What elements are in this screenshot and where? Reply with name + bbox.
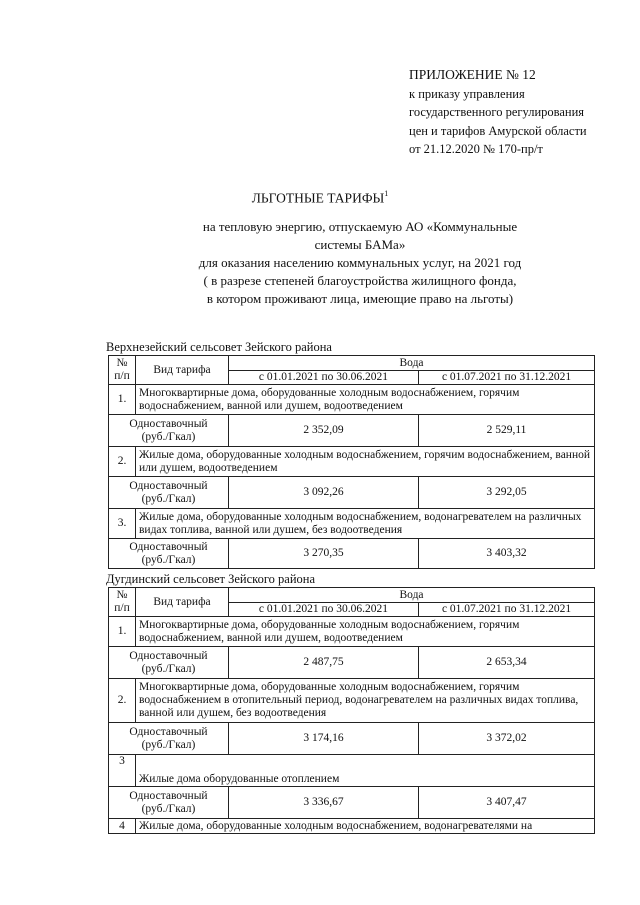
tariff-value-1: 3 174,16 bbox=[229, 723, 419, 755]
row-num: 2. bbox=[109, 679, 136, 723]
region-title: Дугдинский сельсовет Зейского района bbox=[106, 572, 315, 586]
tariff-value-1: 2 352,09 bbox=[229, 415, 419, 447]
tariff-value-2: 3 292,05 bbox=[419, 477, 595, 509]
region-title: Верхнезейский сельсовет Зейского района bbox=[106, 340, 332, 354]
appendix-line: от 21.12.2020 № 170-пр/т bbox=[409, 142, 543, 156]
document-title-text: ЛЬГОТНЫЕ ТАРИФЫ bbox=[251, 190, 385, 206]
appendix-line: государственного регулирования bbox=[409, 105, 585, 119]
row-num: 3. bbox=[109, 509, 136, 539]
appendix-line: к приказу управления bbox=[409, 86, 525, 101]
tariff-value-1: 3 270,35 bbox=[229, 539, 419, 569]
header-period-2: с 01.07.2021 по 31.12.2021 bbox=[419, 603, 595, 617]
row-num: 3 bbox=[109, 755, 136, 787]
document-title bbox=[0, 189, 640, 207]
tariff-label: Одноставочный (руб./Гкал) bbox=[109, 723, 229, 755]
row-description: Многоквартирные дома, оборудованные холодным водоснабжением, горячим водоснабжением, ванной или душем, водоотведением bbox=[136, 385, 595, 415]
subtitle-line: на тепловую энергию, отпускаемую АО «Коммунальные bbox=[202, 219, 518, 234]
row-description: Жилые дома, оборудованные холодным водоснабжением, горячим водоснабжением, ванной или душем, водоотведением bbox=[136, 447, 595, 477]
header-num: № п/п bbox=[109, 356, 136, 385]
row-description: Многоквартирные дома, оборудованные холодным водоснабжением, горячим водоснабжением в отопительный период, водонагревателем на различных видах топлива, ванной или душем, без водоотведения bbox=[136, 679, 595, 723]
row-description: Многоквартирные дома, оборудованные холодным водоснабжением, горячим водоснабжением, ванной или душем, водоотведением bbox=[136, 617, 595, 647]
header-water: Вода bbox=[229, 356, 595, 371]
subtitle-line: ( в разрезе степеней благоустройства жилищного фонда, bbox=[203, 273, 517, 288]
row-num: 4 bbox=[109, 819, 136, 834]
tariff-table bbox=[108, 587, 595, 834]
header-type: Вид тарифа bbox=[136, 588, 229, 617]
subtitle-block bbox=[160, 218, 560, 308]
tariff-table bbox=[108, 355, 595, 569]
header-period-2: с 01.07.2021 по 31.12.2021 bbox=[419, 371, 595, 385]
tariff-value-2: 2 653,34 bbox=[419, 647, 595, 679]
tariff-value-2: 3 372,02 bbox=[419, 723, 595, 755]
tariff-value-2: 3 407,47 bbox=[419, 787, 595, 819]
subtitle-line: системы БАМа» bbox=[314, 237, 406, 252]
tariff-label: Одноставочный (руб./Гкал) bbox=[109, 539, 229, 569]
appendix-block bbox=[409, 66, 640, 159]
tariff-value-2: 3 403,32 bbox=[419, 539, 595, 569]
subtitle-line: в котором проживают лица, имеющие право на льготы) bbox=[206, 291, 514, 306]
header-num: № п/п bbox=[109, 588, 136, 617]
tariff-value-2: 2 529,11 bbox=[419, 415, 595, 447]
appendix-title: ПРИЛОЖЕНИЕ № 12 bbox=[409, 67, 536, 82]
header-period-1: с 01.01.2021 по 30.06.2021 bbox=[229, 603, 419, 617]
row-description: Жилые дома оборудованные отоплением bbox=[136, 755, 595, 787]
subtitle-line: для оказания населению коммунальных услуг, на 2021 год bbox=[198, 255, 522, 270]
header-type: Вид тарифа bbox=[136, 356, 229, 385]
tariff-label: Одноставочный (руб./Гкал) bbox=[109, 477, 229, 509]
tariff-label: Одноставочный (руб./Гкал) bbox=[109, 787, 229, 819]
tariff-value-1: 3 092,26 bbox=[229, 477, 419, 509]
header-water: Вода bbox=[229, 588, 595, 603]
header-period-1: с 01.01.2021 по 30.06.2021 bbox=[229, 371, 419, 385]
tariff-value-1: 2 487,75 bbox=[229, 647, 419, 679]
tariff-value-1: 3 336,67 bbox=[229, 787, 419, 819]
appendix-line: цен и тарифов Амурской области bbox=[409, 123, 587, 138]
row-num: 1. bbox=[109, 617, 136, 647]
tariff-label: Одноставочный (руб./Гкал) bbox=[109, 647, 229, 679]
row-num: 1. bbox=[109, 385, 136, 415]
row-num: 2. bbox=[109, 447, 136, 477]
footnote-mark: 1 bbox=[384, 189, 389, 198]
tariff-label: Одноставочный (руб./Гкал) bbox=[109, 415, 229, 447]
row-description: Жилые дома, оборудованные холодным водоснабжением, водонагревателями на bbox=[136, 819, 595, 834]
row-description: Жилые дома, оборудованные холодным водоснабжением, водонагревателем на различных видах топлива, ванной или душем, без водоотведения bbox=[136, 509, 595, 539]
